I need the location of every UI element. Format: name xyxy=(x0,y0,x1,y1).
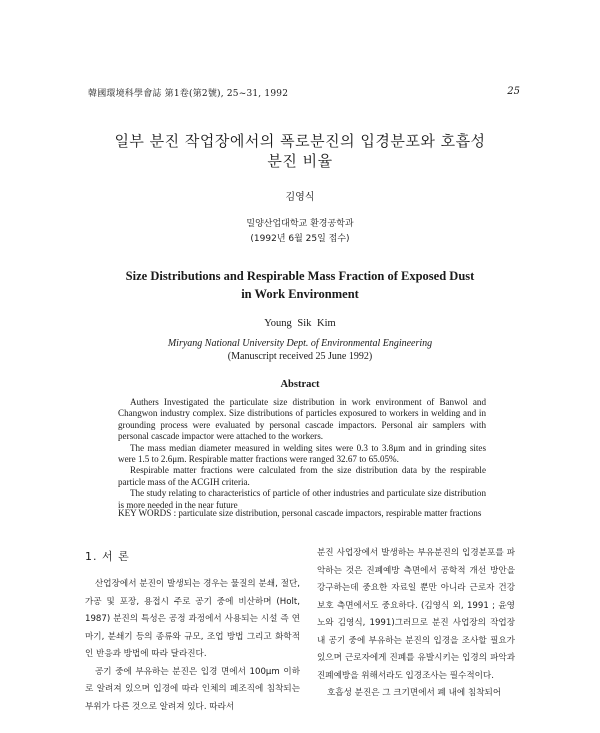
english-title-line-2: in Work Environment xyxy=(241,287,359,301)
abstract-body xyxy=(118,397,486,511)
abstract-paragraph: Respirable matter fractions were calculated from the size distribution data by the respirable particle mass of the ACGIH criteria. xyxy=(118,465,486,487)
body-paragraph: 산업장에서 분진이 발생되는 경우는 물질의 분쇄, 절단, 가공 및 포장, 용접시 주로 공기 중에 비산하며 (Holt, 1987) 분진의 특성은 공정 과정에서 사용되는 시설 즉 연마기, 분쇄기 등의 종류와 규모, 조업 방법 그리고 화학적인 반응과 방법에 따라 달라진다. xyxy=(85,579,300,659)
abstract-paragraph: The mass median diameter measured in welding sites were 0.3 to 3.8μm and in grinding sites were 1.5 to 2.6μm. Respirable matter fractions were ranged 32.67 to 65.05%. xyxy=(118,442,486,465)
abstract-paragraph: Authers Investigated the particulate size distribution in work environment of Banwol and Changwon industry complex. Size distributions of particles exposured to workers in welding and in grounding process were evaluated by personal cascade impactors. Personal air samplers with personal cascade impactor were attached to the workers. xyxy=(118,397,486,442)
journal-citation: 韓國環境科學會誌 第1卷(第2號), 25~31, 1992 xyxy=(88,89,289,99)
korean-title xyxy=(0,131,600,171)
section-heading-introduction: 1. 서 론 xyxy=(85,550,130,563)
body-paragraph: 공기 중에 부유하는 분진은 입경 면에서 100μm 이하로 알려져 있으며 입경에 따라 인체의 폐조직에 침착되는 부위가 다른 것으로 알려져 있다. 따라서 xyxy=(85,666,300,712)
korean-author: 김영식 xyxy=(285,192,315,203)
right-column xyxy=(317,545,515,703)
english-affiliation: Miryang National University Dept. of Environmental Engineering xyxy=(167,338,433,349)
korean-affiliation-block xyxy=(0,217,600,247)
english-title xyxy=(0,267,600,303)
korean-title-line-1: 일부 분진 작업장에서의 폭로분진의 입경분포와 호흡성 xyxy=(114,132,486,150)
running-header xyxy=(88,86,520,100)
english-affiliation-block xyxy=(0,337,600,363)
english-author: Young Sik Kim xyxy=(264,318,336,329)
english-title-line-1: Size Distributions and Respirable Mass Fraction of Exposed Dust xyxy=(125,269,475,283)
body-paragraph: 호흡성 분진은 그 크기면에서 폐 내에 침착되어 xyxy=(327,688,502,698)
page-number: 25 xyxy=(507,86,520,97)
left-column xyxy=(85,576,300,716)
korean-received-date: (1992년 6월 25일 접수) xyxy=(250,234,350,244)
abstract-paragraph: The study relating to characteristics of particle of other industries and particulate size distribution is more needed in the near future xyxy=(118,488,486,510)
keywords: KEY WORDS : particulate size distribution, personal cascade impactors, respirable matter fractions xyxy=(118,508,482,518)
abstract-heading: Abstract xyxy=(280,379,320,390)
body-paragraph: 분진 사업장에서 발생하는 부유분진의 입경분포를 파악하는 것은 진폐예방 측면에서 공학적 개선 방안을 강구하는데 중요한 자료일 뿐만 아니라 근로자 건강 보호 측면에서도 중요하다. (김영식 외, 1991 ; 윤영노와 김영식, 1991)그러므로 분진 사업장의 작업장내 공기 중에 부유하는 분진의 입경을 조사할 필요가 있으며 근로자에게 진폐를 유발시키는 입경의 파악과 진폐예방을 위해서라도 입경조사는 필수적이다. xyxy=(317,548,515,681)
english-received-date: (Manuscript received 25 June 1992) xyxy=(227,351,373,362)
korean-title-line-2: 분진 비율 xyxy=(267,152,333,170)
korean-affiliation: 밀양산업대학교 환경공학과 xyxy=(246,219,354,229)
